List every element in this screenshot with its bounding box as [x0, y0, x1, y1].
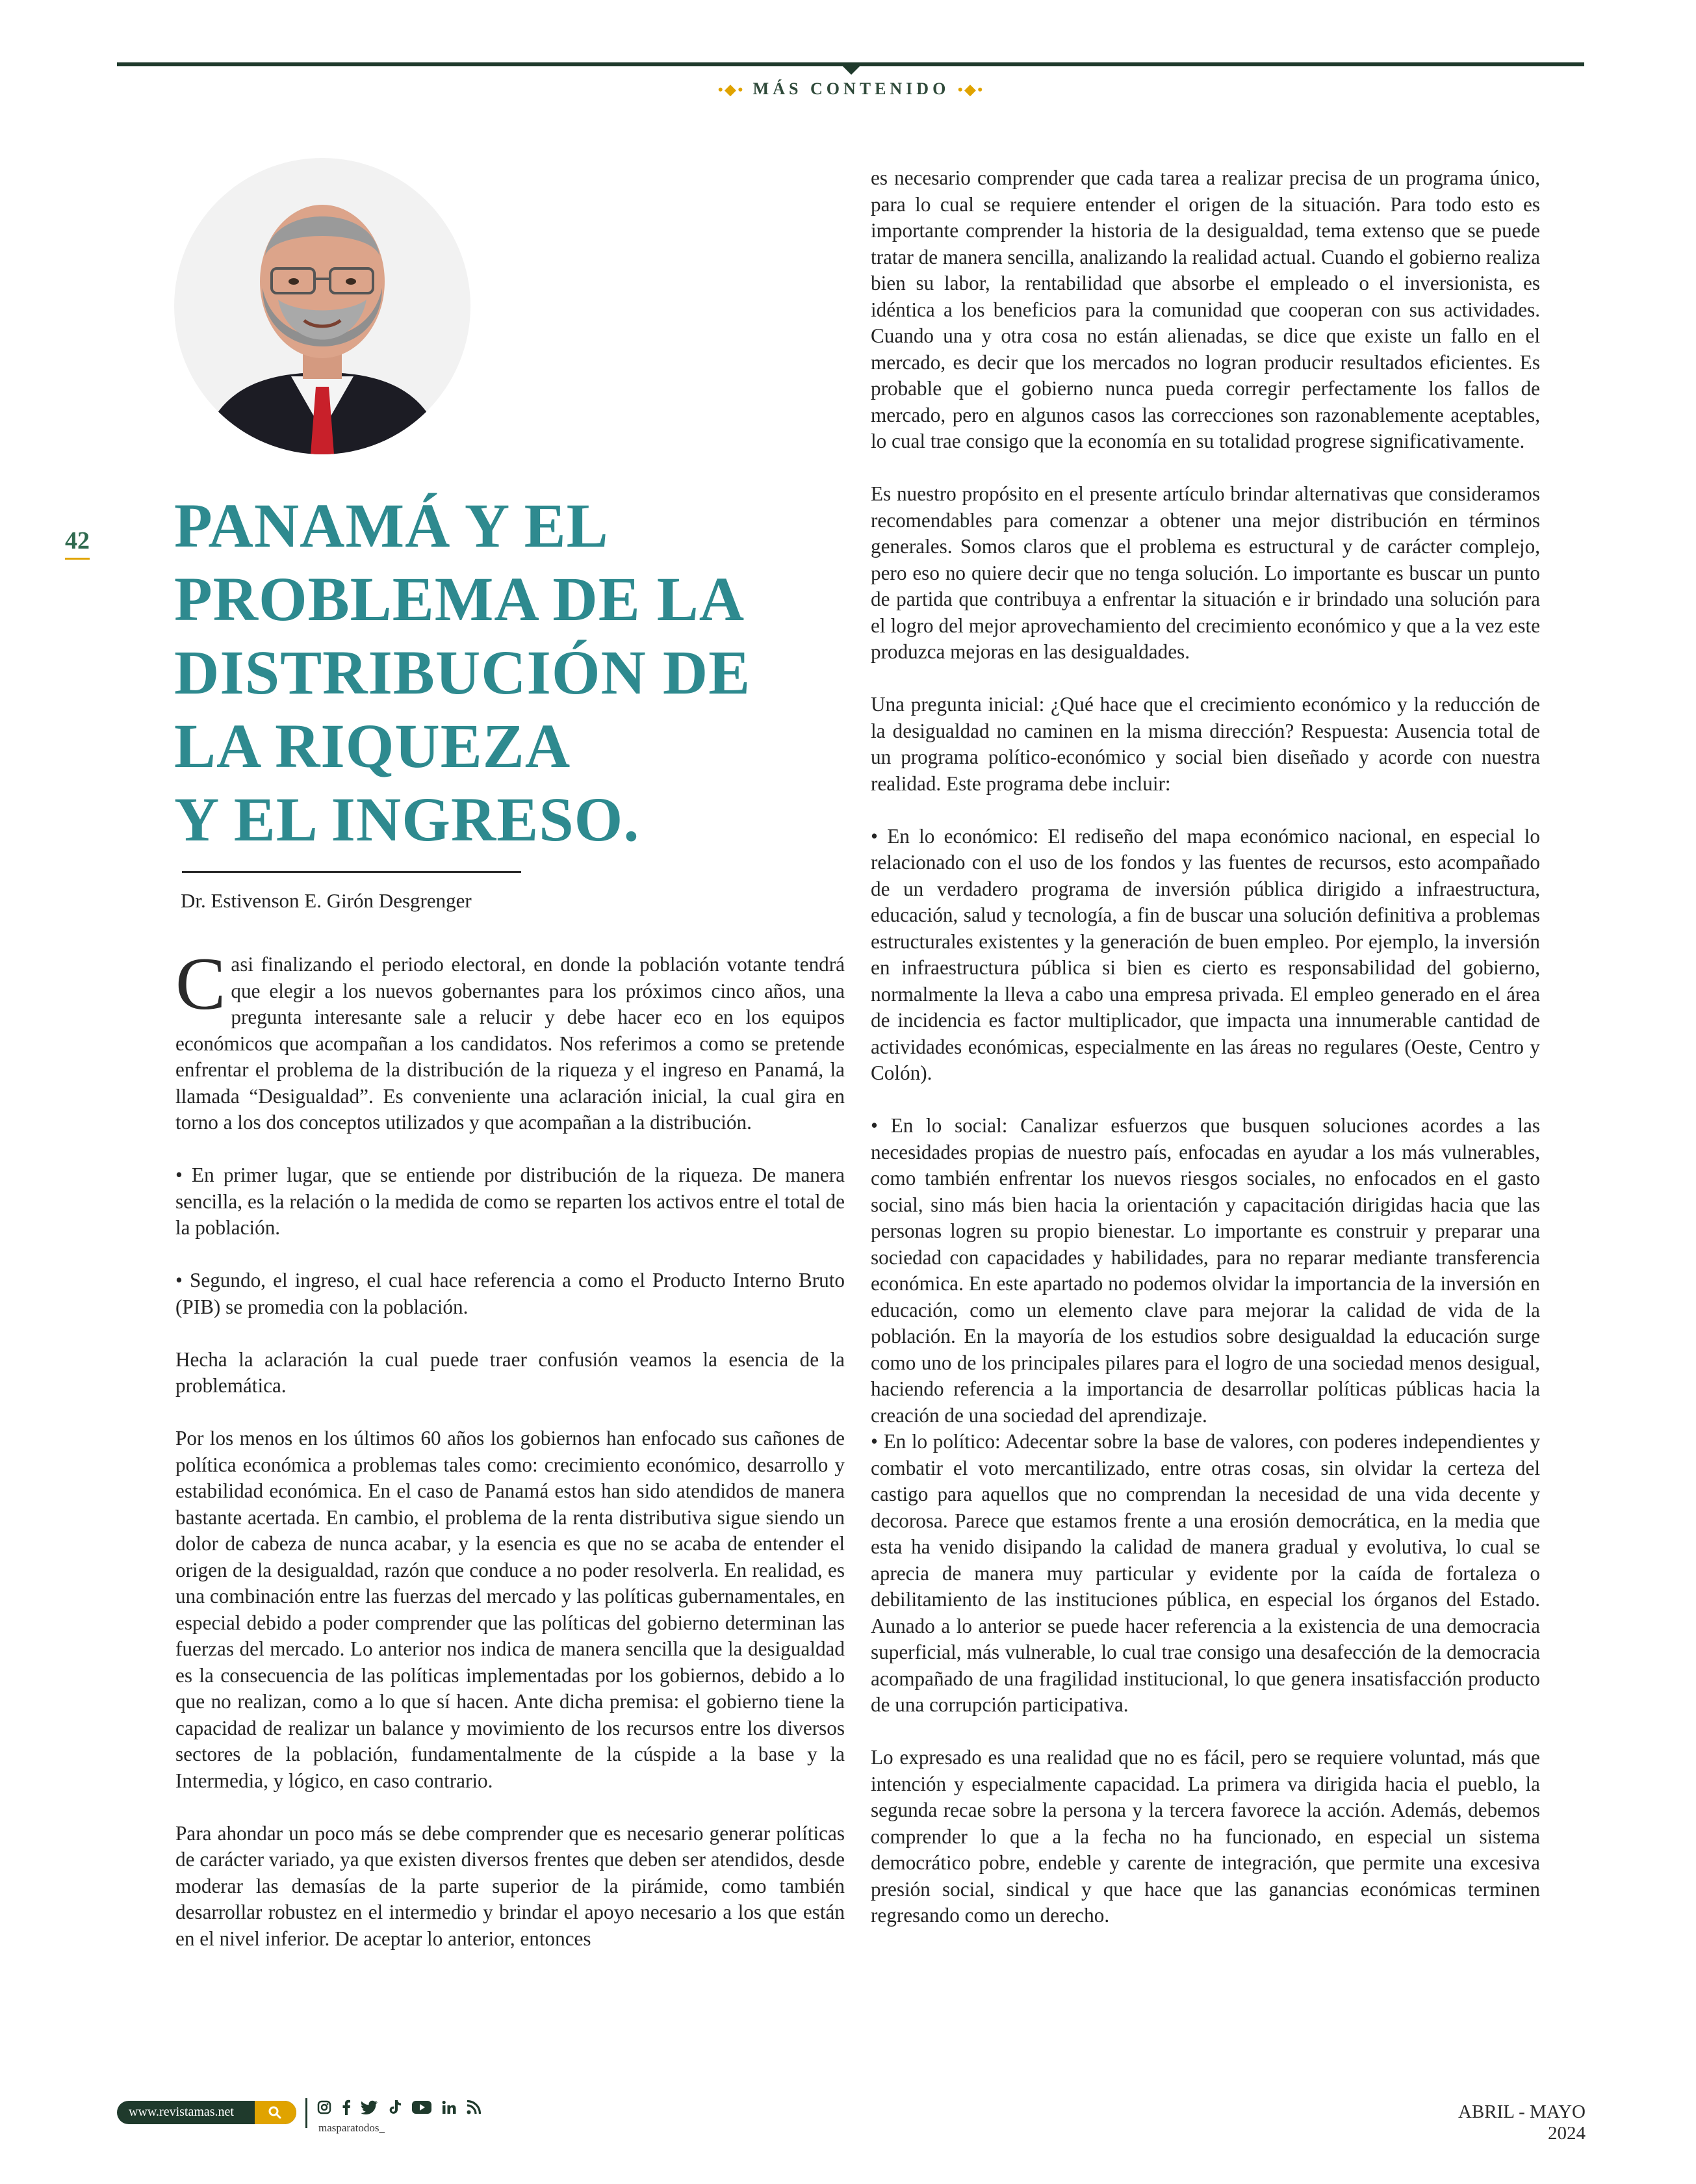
- article-paragraph: • Segundo, el ingreso, el cual hace referencia a como el Producto Interno Bruto (PIB) se promedia con la población.: [175, 1269, 845, 1318]
- article-paragraph: • En primer lugar, que se entiende por distribución de la riqueza. De manera sencilla, es la relación o la medida de como se reparten los activos entre el total de la población.: [175, 1164, 845, 1239]
- article-title: [174, 489, 759, 856]
- article-column-right: [871, 165, 1540, 1929]
- article-paragraph: Por los menos en los últimos 60 años los gobiernos han enfocado sus cañones de política económica a problemas tales como: crecimiento económico, desarrollo y estabilidad económica. En el caso de Panamá estos han sido atendidos de manera bastante acertada. En cambio, el problema de la renta distributiva sigue siendo un dolor de cabeza de nunca acabar, y la esencia es que no se acaba de entender el origen de la desigualdad, razón que conduce a no poder resolverla. En realidad, es una combinación entre las fuerzas del mercado y las políticas gubernamentales, en especial debido a poder comprender que las políticas del gobierno determinan las fuerzas del mercado. Lo anterior nos indica de manera sencilla que la desigualdad es la consecuencia de las políticas implementadas por los gobiernos, debido a lo que no realizan, como a lo que sí hacen. Ante dicha premisa: el gobierno tiene la capacidad de realizar un balance y movimiento de los recursos entre los diversos sectores de la población, fundamentalmente de la cúspide a la base y la Intermedia, y lógico, en caso contrario.: [175, 1427, 845, 1792]
- author-byline: Dr. Estivenson E. Girón Desgrenger: [181, 889, 472, 912]
- author-portrait-illustration: [174, 158, 470, 454]
- facebook-icon[interactable]: [342, 2100, 351, 2115]
- page-number: 42: [65, 526, 90, 560]
- search-icon: [268, 2105, 282, 2120]
- title-line: LA RIQUEZA: [174, 711, 571, 781]
- top-rule-notch: [842, 66, 860, 75]
- decorative-dots-left: •◆•: [717, 81, 745, 98]
- article-paragraph: Para ahondar un poco más se debe comprender que es necesario generar políticas de carácter variado, ya que existen diversos frentes que deben ser atendidos, desde moderar las demasías de la parte superior de la pirámide, como también desarrollar robustez en el intermedio y brindar el apoyo necesario a los que están en el nivel inferior. De aceptar lo anterior, entonces: [175, 1821, 845, 1950]
- drop-cap: C: [175, 942, 226, 1026]
- article-column-left: [175, 942, 845, 1952]
- website-link[interactable]: [117, 2101, 296, 2124]
- article-paragraph: Lo expresado es una realidad que no es fácil, pero se requiere voluntad, más que intención y especialmente capacidad. La primera va dirigida hacia el pueblo, la segunda recae sobre la persona y la tercera favorece la acción. Además, debemos comprender lo que a la fecha no ha funcionado, en especial un sistema democrático pobre, endeble y carente de integración, que permite una excesiva presión social, sindical y que hace que las ganancias económicas terminen regresando como un derecho.: [871, 1746, 1540, 1927]
- decorative-dots-right: •◆•: [957, 81, 985, 98]
- title-line: PROBLEMA DE LA: [174, 564, 745, 634]
- instagram-icon[interactable]: [317, 2100, 331, 2114]
- youtube-icon[interactable]: [412, 2100, 431, 2114]
- article-paragraph: • En lo social: Canalizar esfuerzos que busquen soluciones acordes a las necesidades propias de nuestro país, enfocadas en ayudar a los más vulnerables, como también enfrentar los nuevos riesgos sociales, no enfocados en el gasto social, sino más bien hacia la orientación y capacitación dirigidas hacia que las personas logren su propio bienestar. Lo importante es construir y preparar una sociedad con capacidades y habilidades, para no reparar mediante transferencia económica. En este apartado no podemos olvidar la importancia de la inversión en educación, como un elemento clave para mejorar la calidad de vida de la población. En la mayoría de los estudios sobre desigualdad la educación surge como uno de los principales pilares para el logro de una sociedad menos desigual, haciendo referencia a la importancia de desarrollar políticas públicas hacia la creación de una sociedad del aprendizaje.: [871, 1114, 1540, 1427]
- paragraph-text: asi finalizando el periodo electoral, en donde la población votante tendrá que elegir a los nuevos gobernantes para los próximos cinco años, una pregunta interesante sale a relucir y debe hacer eco en los equipos económicos que acompañan a los candidatos. Nos referimos a como se pretende enfrentar el problema de la distribución de la riqueza y el ingreso en Panamá, la llamada “Desigualdad”. Es conveniente una aclaración inicial, la cual gira en torno a los dos conceptos utilizados y que acompañan a la distribución.: [175, 953, 845, 1134]
- title-line: PANAMÁ Y EL: [174, 491, 609, 560]
- title-underline: [182, 871, 521, 873]
- rss-icon[interactable]: [467, 2100, 481, 2114]
- social-handle: masparatodos_: [318, 2122, 385, 2134]
- website-url[interactable]: www.revistamas.net: [129, 2105, 234, 2119]
- footer-divider: [305, 2098, 307, 2128]
- title-line: Y EL INGRESO.: [174, 785, 640, 854]
- article-paragraph: Hecha la aclaración la cual puede traer confusión veamos la esencia de la problemática.: [175, 1347, 845, 1397]
- article-paragraph: [175, 942, 845, 1136]
- article-paragraph: es necesario comprender que cada tarea a realizar precisa de un programa único, para lo cual se requiere entender el origen de la situación. Para todo esto es importante comprender la historia de la desigualdad, tema extenso que se puede tratar de manera sencilla, analizando la realidad actual. Cuando el gobierno realiza bien su labor, la rentabilidad que absorbe el empleado o el inversionista, es idéntica a los beneficios para la comunidad que cooperan con sus actividades. Cuando una y otra cosa no están alienadas, se dice que existe un fallo en el mercado, es decir que los mercados no logran producir resultados eficientes. Es probable que el gobierno nunca pueda corregir perfectamente los fallos de mercado, pero en algunos casos las correcciones son razonablemente aceptables, lo cual trae consigo que la economía en su totalidad progrese significativamente.: [871, 166, 1540, 452]
- title-line: DISTRIBUCIÓN DE: [174, 638, 751, 707]
- issue-date: ABRIL - MAYO 2024: [1458, 2101, 1586, 2144]
- author-portrait: [174, 158, 470, 454]
- tiktok-icon[interactable]: [389, 2100, 402, 2114]
- search-button[interactable]: [255, 2101, 296, 2124]
- article-paragraph: Es nuestro propósito en el presente artículo brindar alternativas que consideramos recomendables para comenzar a obtener una mejor distribución en términos generales. Somos claros que el problema es estructural y de carácter complejo, pero eso no quiere decir que no tenga solución. Lo importante es buscar un punto de partida que contribuya a enfrentar la situación e ir brindado una solución para el logro del mejor aprovechamiento del crecimiento económico y que a la vez este produzca mejoras en las desigualdades.: [871, 482, 1540, 663]
- section-label: [702, 79, 1001, 99]
- article-paragraph: Una pregunta inicial: ¿Qué hace que el crecimiento económico y la reducción de la desigualdad no caminen en la misma dirección? Respuesta: Ausencia total de un programa político-económico y social bien diseñado y acorde con nuestra realidad. Este programa debe incluir:: [871, 693, 1540, 795]
- linkedin-icon[interactable]: [442, 2100, 456, 2114]
- twitter-icon[interactable]: [361, 2100, 378, 2114]
- section-label-text: MÁS CONTENIDO: [752, 79, 950, 98]
- article-paragraph: • En lo económico: El rediseño del mapa económico nacional, en especial lo relacionado con el uso de los fondos y las fuentes de recursos, esto acompañado de un verdadero programa de inversión pública dirigido a infraestructura, educación, salud y tecnología, a fin de buscar una solución definitiva a problemas estructurales existentes y la generación de buen empleo. Por ejemplo, la inversión en infraestructura pública si bien es cierto es responsabilidad del gobierno, normalmente la lleva a cabo una empresa privada. El empleo generado en el área de incidencia es factor multiplicador, que impacta una innumerable cantidad de actividades económicas, especialmente en las áreas no regulares (Oeste, Centro y Colón).: [871, 824, 1540, 1084]
- social-icons: [317, 2100, 481, 2115]
- article-paragraph: • En lo político: Adecentar sobre la base de valores, con poderes independientes y combatir el voto mercantilizado, entre otras cosas, sin olvidar la certeza del castigo para aquellos que no comprendan la necesidad de una vida decente y decorosa. Parece que estamos frente a una erosión democrática, en la media que esta ha venido disipando la calidad de manera gradual y evolutiva, lo cual se aprecia de manera muy particular y evidente por la caída de fortaleza o debilitamiento de las instituciones pública, en especial los órganos del Estado. Aunado a lo anterior se puede hacer referencia a la existencia de una democracia superficial, más vulnerable, lo cual trae consigo una desafección de la democracia acompañado de una fragilidad institucional, lo que genera insatisfacción producto de una corrupción participativa.: [871, 1430, 1540, 1716]
